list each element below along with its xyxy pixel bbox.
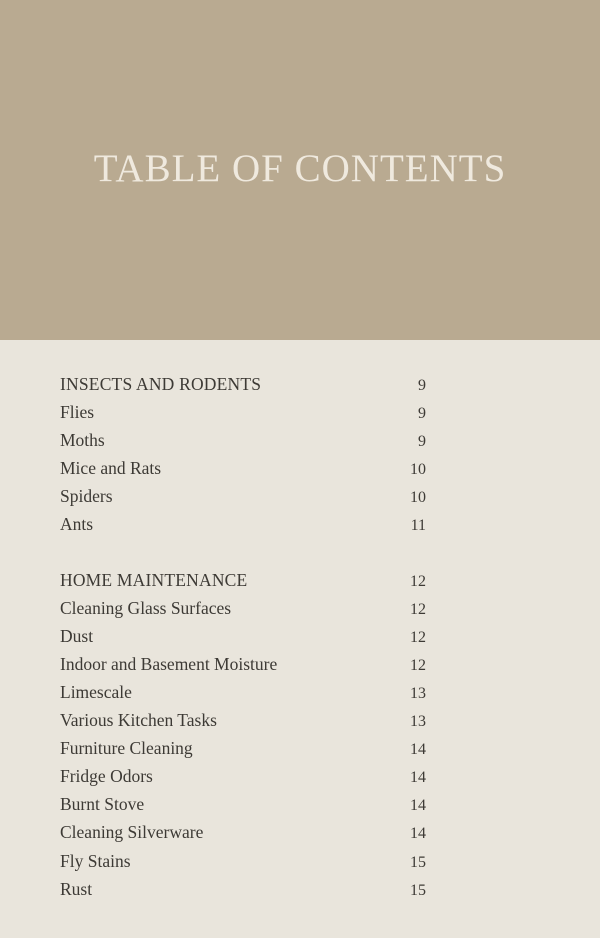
toc-page-number: 12 bbox=[410, 656, 426, 674]
toc-entry[interactable] bbox=[60, 510, 428, 538]
toc-page-number: 13 bbox=[410, 713, 426, 731]
toc-page-number: 10 bbox=[410, 489, 426, 507]
toc-entry[interactable] bbox=[60, 426, 428, 454]
toc-page-number: 13 bbox=[410, 684, 426, 702]
toc-section-insects-and-rodents bbox=[60, 370, 428, 539]
header-banner bbox=[0, 0, 600, 340]
toc-entry-label: Furniture Cleaning bbox=[60, 738, 193, 759]
toc-page-number: 14 bbox=[410, 797, 426, 815]
toc-page-number: 14 bbox=[410, 769, 426, 787]
toc-entry[interactable] bbox=[60, 706, 428, 734]
toc-entry[interactable] bbox=[60, 482, 428, 510]
toc-entry-label: Cleaning Glass Surfaces bbox=[60, 597, 232, 618]
toc-entry[interactable] bbox=[60, 622, 428, 650]
toc-entry[interactable] bbox=[60, 678, 428, 706]
toc-entry-label: Rust bbox=[60, 878, 93, 899]
toc-page-number: 9 bbox=[418, 405, 426, 423]
toc-entry[interactable] bbox=[60, 594, 428, 622]
toc-heading-label: HOME MAINTENANCE bbox=[60, 569, 248, 590]
page-title: TABLE OF CONTENTS bbox=[93, 147, 507, 190]
toc-entry-label: Indoor and Basement Moisture bbox=[60, 653, 278, 674]
toc-entry-label: Fridge Odors bbox=[60, 766, 153, 787]
toc-entry[interactable] bbox=[60, 847, 428, 875]
toc-page-number: 15 bbox=[410, 881, 426, 899]
toc-entry[interactable] bbox=[60, 650, 428, 678]
toc-entry[interactable] bbox=[60, 734, 428, 762]
toc-entry-label: Fly Stains bbox=[60, 850, 131, 871]
toc-page-number: 14 bbox=[410, 741, 426, 759]
toc-section-heading[interactable] bbox=[60, 566, 428, 594]
toc-entry-label: Cleaning Silverware bbox=[60, 822, 204, 843]
toc-page-number: 12 bbox=[410, 572, 426, 590]
toc-entry-label: Various Kitchen Tasks bbox=[60, 710, 217, 731]
toc-entry-label: Ants bbox=[60, 514, 94, 535]
toc-entry-label: Limescale bbox=[60, 681, 132, 702]
toc-entry-label: Flies bbox=[60, 402, 95, 423]
toc-page-number: 12 bbox=[410, 628, 426, 646]
toc-page-number: 10 bbox=[410, 461, 426, 479]
toc-entry-label: Spiders bbox=[60, 486, 113, 507]
toc-page-number: 9 bbox=[418, 433, 426, 451]
toc-section-heading[interactable] bbox=[60, 370, 428, 398]
toc-entry-label: Moths bbox=[60, 430, 105, 451]
table-of-contents bbox=[60, 370, 428, 903]
toc-entry-label: Dust bbox=[60, 625, 94, 646]
toc-page-number: 15 bbox=[410, 853, 426, 871]
toc-entry[interactable] bbox=[60, 762, 428, 790]
toc-entry[interactable] bbox=[60, 875, 428, 903]
toc-section-home-maintenance bbox=[60, 566, 428, 903]
toc-entry[interactable] bbox=[60, 818, 428, 846]
toc-entry-label: Burnt Stove bbox=[60, 794, 145, 815]
toc-heading-label: INSECTS AND RODENTS bbox=[60, 374, 262, 394]
toc-entry[interactable] bbox=[60, 454, 428, 482]
toc-page-number: 11 bbox=[410, 517, 426, 535]
toc-page-number: 9 bbox=[418, 377, 426, 394]
toc-entry[interactable] bbox=[60, 790, 428, 818]
toc-page-number: 14 bbox=[410, 825, 426, 843]
toc-entry-label: Mice and Rats bbox=[60, 458, 162, 479]
toc-entry[interactable] bbox=[60, 398, 428, 426]
toc-page-number: 12 bbox=[410, 600, 426, 618]
